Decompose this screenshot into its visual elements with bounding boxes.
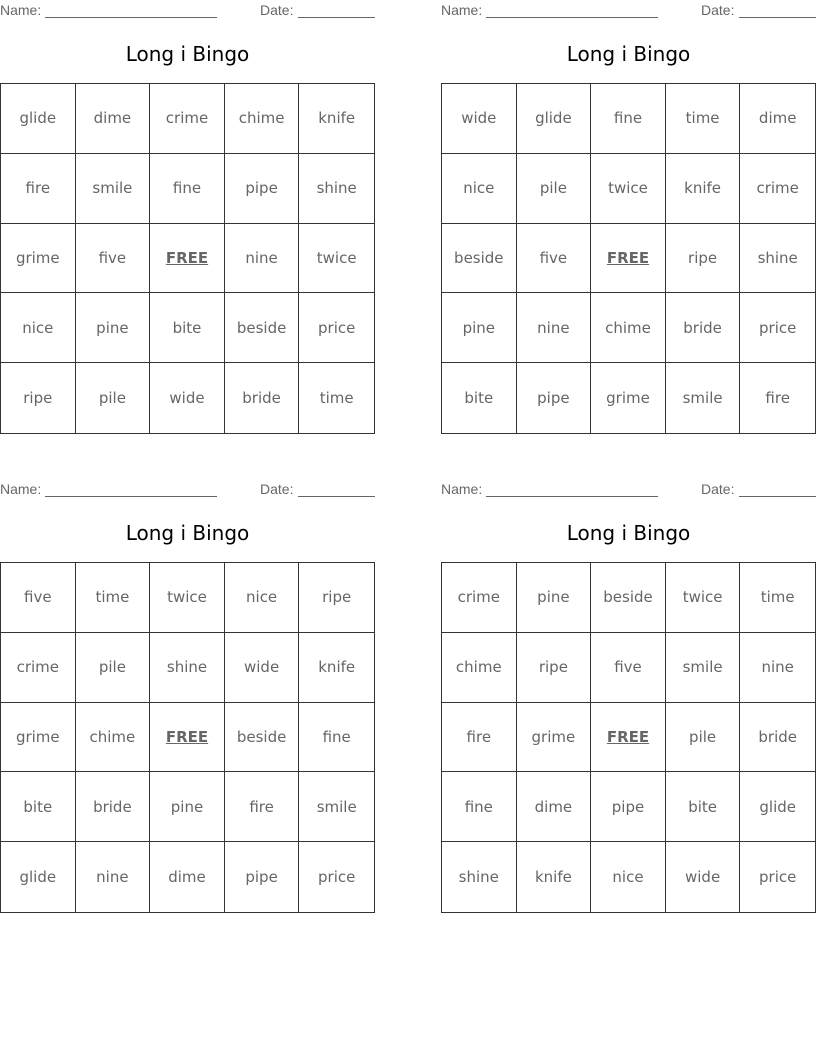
bingo-cell: nine <box>517 293 592 363</box>
bingo-cell: chime <box>591 293 666 363</box>
bingo-cell: knife <box>666 154 741 224</box>
bingo-cell: beside <box>442 224 517 294</box>
bingo-cell: ripe <box>666 224 741 294</box>
bingo-cell: nine <box>76 842 151 912</box>
bingo-cell: time <box>76 563 151 633</box>
bingo-cell: beside <box>225 703 300 773</box>
card-title: Long i Bingo <box>566 521 691 545</box>
card-title: Long i Bingo <box>125 521 250 545</box>
date-label: Date: <box>701 481 735 497</box>
bingo-cell: bride <box>740 703 815 773</box>
bingo-cell: crime <box>442 563 517 633</box>
name-date-line <box>441 481 816 499</box>
bingo-grid <box>441 562 816 913</box>
bingo-cell: bride <box>225 363 300 433</box>
bingo-cell: crime <box>1 633 76 703</box>
bingo-cell: time <box>666 84 741 154</box>
bingo-cell: fine <box>591 84 666 154</box>
bingo-cell: pipe <box>591 772 666 842</box>
bingo-cell: fire <box>225 772 300 842</box>
bingo-cell: pine <box>442 293 517 363</box>
bingo-cell: shine <box>442 842 517 912</box>
name-blank <box>486 496 658 497</box>
bingo-cell: fire <box>1 154 76 224</box>
bingo-cell: shine <box>299 154 374 224</box>
name-label: Name: <box>441 481 483 497</box>
name-blank <box>45 17 217 18</box>
bingo-cell: fire <box>442 703 517 773</box>
bingo-cell: five <box>517 224 592 294</box>
bingo-cell: grime <box>1 703 76 773</box>
bingo-cell: ripe <box>1 363 76 433</box>
bingo-cell: price <box>299 293 374 363</box>
bingo-cell: wide <box>442 84 517 154</box>
bingo-cell: pipe <box>517 363 592 433</box>
bingo-cell: glide <box>1 842 76 912</box>
free-space-cell: FREE <box>150 224 225 294</box>
bingo-cell: nice <box>442 154 517 224</box>
bingo-cell: fire <box>765 389 790 408</box>
bingo-cell: dime <box>517 772 592 842</box>
bingo-cell: ripe <box>517 633 592 703</box>
bingo-cell: crime <box>150 84 225 154</box>
bingo-cell: nice <box>1 293 76 363</box>
bingo-cell: twice <box>299 224 374 294</box>
bingo-cell: five <box>1 563 76 633</box>
free-space-cell: FREE <box>591 224 666 294</box>
bingo-cell: grime <box>1 224 76 294</box>
bingo-cell: bite <box>666 772 741 842</box>
bingo-cell: dime <box>150 842 225 912</box>
date-label: Date: <box>701 2 735 18</box>
bingo-cell: wide <box>666 842 741 912</box>
bingo-cell: time <box>319 389 354 408</box>
name-label: Name: <box>0 2 42 18</box>
date-blank <box>739 17 816 18</box>
bingo-cell: shine <box>740 224 815 294</box>
free-space-cell: FREE <box>591 703 666 773</box>
bingo-cell: bite <box>150 293 225 363</box>
name-label: Name: <box>441 2 483 18</box>
bingo-grid <box>441 83 816 434</box>
bingo-cell: smile <box>666 363 741 433</box>
bingo-cell: beside <box>591 563 666 633</box>
bingo-cell: pile <box>76 363 151 433</box>
bingo-cell: pile <box>666 703 741 773</box>
bingo-cell: pine <box>150 772 225 842</box>
date-blank <box>739 496 816 497</box>
bingo-cell: bite <box>442 363 517 433</box>
name-date-line <box>0 2 375 20</box>
bingo-cell: glide <box>740 772 815 842</box>
bingo-cell: dime <box>76 84 151 154</box>
bingo-grid <box>0 562 375 913</box>
free-space-cell: FREE <box>150 703 225 773</box>
bingo-cell: grime <box>517 703 592 773</box>
bingo-cell: pine <box>76 293 151 363</box>
bingo-cell: smile <box>666 633 741 703</box>
bingo-cell: smile <box>76 154 151 224</box>
name-date-line <box>0 481 375 499</box>
bingo-cell: dime <box>740 84 815 154</box>
date-blank <box>298 496 375 497</box>
name-date-line <box>441 2 816 20</box>
card-title: Long i Bingo <box>566 42 691 66</box>
date-blank <box>298 17 375 18</box>
bingo-cell: time <box>740 563 815 633</box>
bingo-cell: fine <box>442 772 517 842</box>
card-title: Long i Bingo <box>125 42 250 66</box>
name-blank <box>486 17 658 18</box>
bingo-cell: price <box>759 868 797 887</box>
bingo-cell: shine <box>150 633 225 703</box>
bingo-cell: crime <box>740 154 815 224</box>
bingo-cell: bride <box>666 293 741 363</box>
bingo-cell: glide <box>517 84 592 154</box>
bingo-cell: price <box>318 868 356 887</box>
bingo-cell: price <box>740 293 815 363</box>
bingo-cell: smile <box>299 772 374 842</box>
bingo-cell: pile <box>76 633 151 703</box>
bingo-cell: fine <box>150 154 225 224</box>
date-label: Date: <box>260 481 294 497</box>
bingo-cell: twice <box>591 154 666 224</box>
bingo-cell: twice <box>150 563 225 633</box>
bingo-cell: five <box>76 224 151 294</box>
bingo-cell: glide <box>1 84 76 154</box>
name-label: Name: <box>0 481 42 497</box>
bingo-cell: pile <box>517 154 592 224</box>
name-blank <box>45 496 217 497</box>
bingo-cell: wide <box>225 633 300 703</box>
bingo-cell: pipe <box>225 842 300 912</box>
bingo-cell: wide <box>150 363 225 433</box>
bingo-cell: chime <box>442 633 517 703</box>
bingo-cell: fine <box>299 703 374 773</box>
bingo-cell: bride <box>76 772 151 842</box>
bingo-cell: knife <box>517 842 592 912</box>
bingo-cell: nine <box>225 224 300 294</box>
bingo-cell: nine <box>740 633 815 703</box>
bingo-cell: knife <box>299 84 374 154</box>
bingo-cell: nice <box>591 842 666 912</box>
bingo-cell: ripe <box>299 563 374 633</box>
bingo-cell: pine <box>517 563 592 633</box>
bingo-cell: pipe <box>225 154 300 224</box>
bingo-cell: grime <box>591 363 666 433</box>
bingo-cell: five <box>591 633 666 703</box>
bingo-cell: knife <box>299 633 374 703</box>
bingo-cell: twice <box>666 563 741 633</box>
bingo-cell: nice <box>225 563 300 633</box>
bingo-cell: beside <box>225 293 300 363</box>
bingo-cell: bite <box>1 772 76 842</box>
bingo-cell: chime <box>76 703 151 773</box>
bingo-cell: chime <box>225 84 300 154</box>
date-label: Date: <box>260 2 294 18</box>
bingo-grid <box>0 83 375 434</box>
